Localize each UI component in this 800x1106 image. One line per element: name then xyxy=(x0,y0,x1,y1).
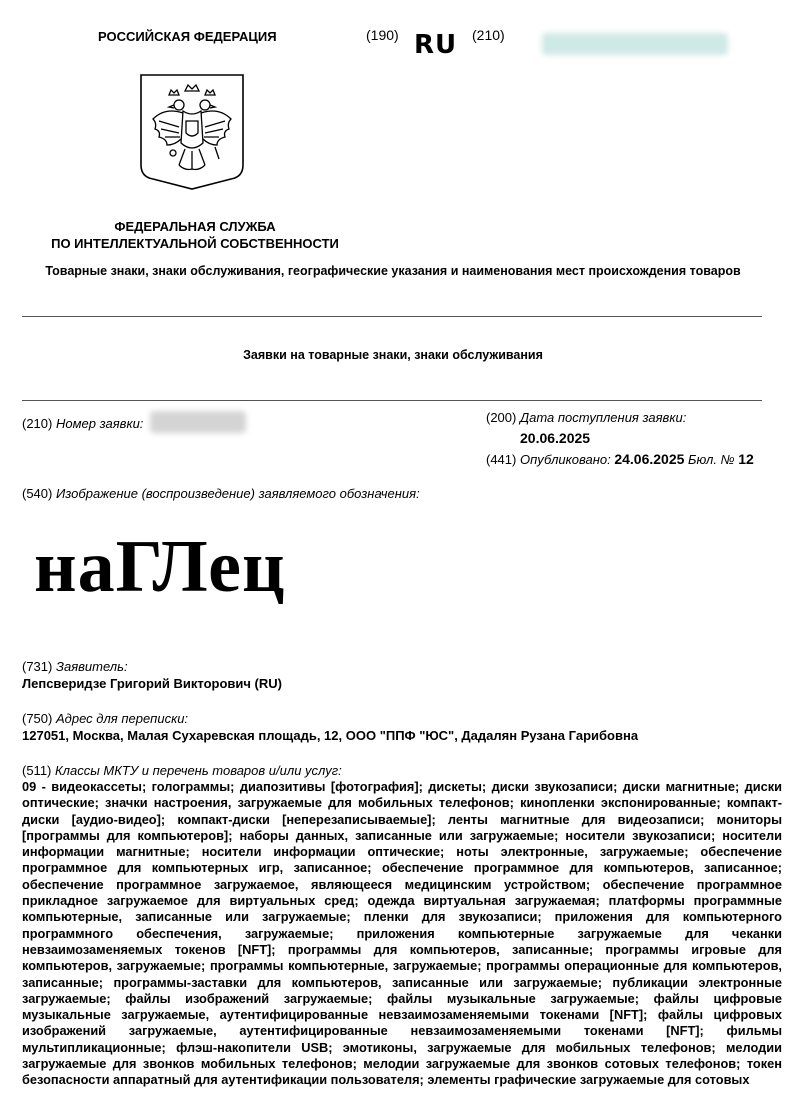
publication-field xyxy=(486,451,754,468)
inid-511-code: (511) xyxy=(22,763,52,778)
publication-label: Опубликовано: xyxy=(519,452,611,467)
agency-line-1: ФЕДЕРАЛЬНАЯ СЛУЖБА xyxy=(114,219,276,234)
trademark-wordmark: наГЛец xyxy=(34,526,286,608)
agency-name xyxy=(30,218,360,252)
bulletin-number: 12 xyxy=(738,451,754,467)
redacted-application-number xyxy=(150,411,246,433)
filing-date-value: 20.06.2025 xyxy=(520,430,591,446)
inid-210-code: (210) xyxy=(22,416,53,431)
classes-field xyxy=(22,763,342,779)
country-code: RU xyxy=(414,30,458,60)
coat-of-arms-emblem xyxy=(139,73,245,191)
goods-list: 09 - видеокассеты; голограммы; диапозитивы [фотография]; дискеты; диски звукозаписи; диски магнитные; диски оптические; значки настроения, загружаемые для мобильных телефонов; кинопленки экспонированные; компакт-диски [аудио-видео]; компакт-диски [неперезаписываемые]; ленты магнитные для видеозаписи; мониторы [программы для компьютеров]; наборы данных, записанные или загружаемые; носители звукозаписи; носители информации магнитные; носители информации оптические; ноты электронные, загружаемые; обеспечение программное для компьютерных игр, записанное; обеспечение программное для компьютеров, записанное; обеспечение программное загружаемое, являющееся медицинским устройством; обеспечение программное прикладное загружаемое для виртуальных сред; одежда виртуальная загружаемая; платформы программные компьютерные, записанные или загружаемые; пленки для звукозаписи; приложения для компьютерного программного обеспечения, загружаемые; приложения компьютерные загружаемые для чеканки невзаимозаменяемых токенов [NFT]; программы для компьютеров, записанные; программы игровые для компьютеров, загружаемые; программы компьютерные, загружаемые; программы операционные для компьютеров, записанные; программы-заставки для компьютеров, записанные или загружаемые; публикации электронные загружаемые; файлы изображений загружаемые; файлы музыкальные загружаемые; файлы цифровые музыкальные загружаемые, аутентифицированные невзаимозаменяемыми токенами [NFT]; файлы цифровых изображений загружаемые, аутентифицированные невзаимозаменяемыми токенами [NFT]; фильмы мультипликационные; флэш-накопители USB; эмотиконы, загружаемые для мобильных телефонов; мелодии загружаемые для звонков мобильных телефонов; мелодии загружаемые для звонков сотовых телефонов; токен безопасности аппаратный для аутентификации пользователя; элементы графические загружаемые для сотовых xyxy=(22,779,782,1088)
classes-label: Классы МКТУ и перечень товаров и/или услуг: xyxy=(55,763,342,778)
image-label: Изображение (воспроизведение) заявляемого обозначения: xyxy=(55,486,420,501)
inid-200-code: (200) xyxy=(486,410,517,425)
inid-190: (190) xyxy=(366,27,399,43)
applicant-value: Лепсверидзе Григорий Викторович (RU) xyxy=(22,676,282,691)
divider-top xyxy=(22,316,762,317)
filing-date-field xyxy=(486,410,686,426)
divider-bottom xyxy=(22,400,762,401)
address-label: Адрес для переписки: xyxy=(55,711,189,726)
agency-line-2: ПО ИНТЕЛЛЕКТУАЛЬНОЙ СОБСТВЕННОСТИ xyxy=(51,236,339,251)
applicant-field xyxy=(22,659,128,675)
document-subtitle: Товарные знаки, знаки обслуживания, географические указания и наименования мест происхождения товаров xyxy=(45,264,741,278)
inid-750-code: (750) xyxy=(22,711,53,726)
inid-731-code: (731) xyxy=(22,659,53,674)
inid-540-code: (540) xyxy=(22,486,53,501)
image-field xyxy=(22,486,420,502)
inid-210: (210) xyxy=(472,27,505,43)
filing-date-label: Дата поступления заявки: xyxy=(519,410,687,425)
bulletin-label: Бюл. № xyxy=(688,452,735,467)
address-field xyxy=(22,711,188,727)
applicant-label: Заявитель: xyxy=(55,659,128,674)
inid-441-code: (441) xyxy=(486,452,517,467)
country-name: РОССИЙСКАЯ ФЕДЕРАЦИЯ xyxy=(98,29,277,44)
redacted-number-top xyxy=(542,33,728,55)
application-number-field xyxy=(22,416,143,432)
address-value: 127051, Москва, Малая Сухаревская площадь, 12, ООО "ППФ "ЮС", Дадалян Рузана Гарибовна xyxy=(22,728,639,743)
publication-date: 24.06.2025 xyxy=(614,451,685,467)
application-number-label: Номер заявки: xyxy=(55,416,144,431)
section-title: Заявки на товарные знаки, знаки обслуживания xyxy=(243,348,543,362)
